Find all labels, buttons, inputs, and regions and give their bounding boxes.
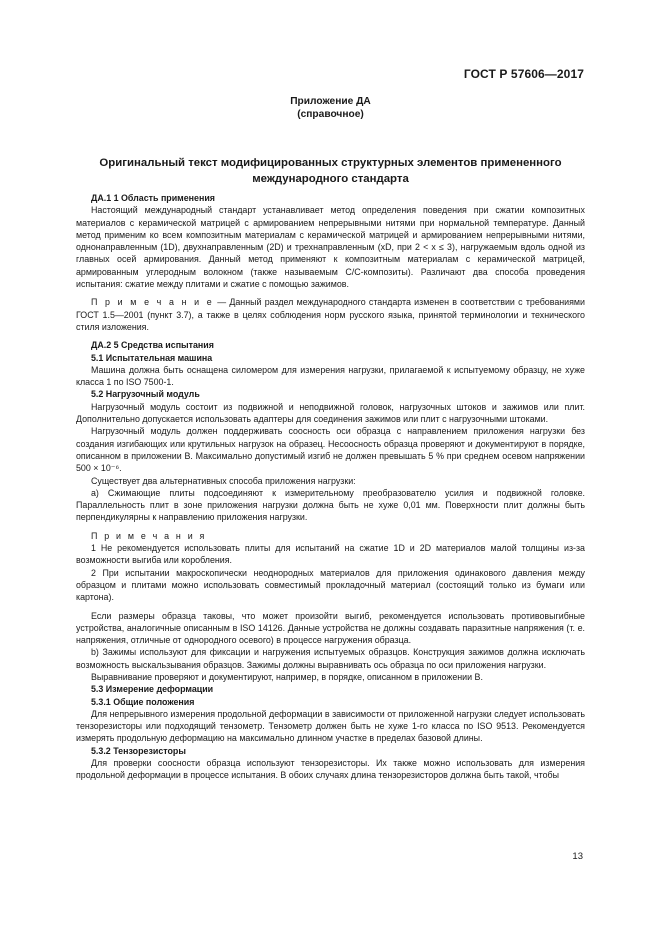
appendix-heading bbox=[0, 95, 661, 121]
notes-label-paragraph bbox=[76, 530, 585, 542]
paragraph: Существует два альтернативных способа приложения нагрузки: bbox=[91, 475, 356, 486]
paragraph: a) Сжимающие плиты подсоединяют к измерительному преобразователю усилия и подвижной головке. Параллельность плит в зоне приложения нагрузки должна быть не хуже 0,01 мм. Поверхности плит должны быть перпендикулярны к направлению приложения нагрузки. bbox=[76, 487, 585, 523]
paragraph: Нагрузочный модуль состоит из подвижной и неподвижной головок, нагрузочных штоков и зажимов или плит. Дополнительно допускается использовать адаптеры для соединения зажимов или плит с нагрузочными штоками. bbox=[76, 401, 585, 425]
paragraph: Если размеры образца таковы, что может произойти выгиб, рекомендуется использовать противовыгибные устройства, аналогичные описанным в ISO 14126. Данные устройства не должны создавать паразитные напряжения (т. е. напряжения, отличные от однородного осевого) в процессе нагружения образца. bbox=[76, 610, 585, 646]
subsection-heading: 5.3 Измерение деформации bbox=[91, 684, 214, 695]
subsection-heading: 5.3.1 Общие положения bbox=[91, 696, 195, 707]
paragraph: Настоящий международный стандарт устанавливает метод определения поведения при сжатии композитных материалов с керамической матрицей с армированием непрерывными нитями при нормальной температуре. Данный метод применим ко всем композитным материалам с керамической матрицей и армированием непрерывными нитями, однонаправленным (1D), двухнаправленным (2D) и трехнаправленным (xD, при 2 < x ≤ 3), нагружаемым вдоль одной из главных осей армирования. Данный метод применяют к композитным материалам с керамической матрицей, армированным углеродным волокном (также называемым C/C-композиты). Различают два способа проведения испытания: сжатие между плитами и сжатие с помощью зажимов. bbox=[76, 205, 585, 290]
subsection-heading: 5.1 Испытательная машина bbox=[91, 352, 213, 363]
paragraph: Для непрерывного измерения продольной деформации в зависимости от приложенной нагрузки следует использовать тензорезисторы или подходящий тензометр. Тензометр должен быть не хуже 1-го класса по ISO 9513. Рекомендуется измерять продольную деформацию на максимально длинном участке в пределах базовой длины. bbox=[76, 708, 585, 744]
paragraph: Для проверки соосности образца используют тензорезисторы. Их также можно использовать для измерения продольной деформации в процессе испытания. В обоих случаях длина тензорезисторов должна быть такой, чтобы bbox=[76, 758, 585, 781]
paragraph: Машина должна быть оснащена силомером для измерения нагрузки, прилагаемой к испытуемому образцу, не хуже класса 1 по ISO 7500-1. bbox=[76, 364, 585, 388]
subsection-heading: 5.3.2 Тензорезисторы bbox=[91, 745, 186, 756]
note-item: 2 При испытании макроскопически неоднородных материалов для приложения одинакового давления между образцом и плитами можно использовать совместимый прокладочный материал (состоящий только из бумаги или картона). bbox=[76, 567, 585, 603]
appendix-title: Приложение ДА bbox=[290, 96, 371, 107]
paragraph: Выравнивание проверяют и документируют, например, в порядке, описанном в приложении В. bbox=[91, 671, 483, 682]
paragraph: Нагрузочный модуль должен поддерживать соосность оси образца с направлением приложения нагрузки без создания изгибающих или крутильных нагрузок на образец. Несоосность образца проверяют и документируют в порядке, описанном в приложении В. Максимально допустимый изгиб не должен превышать 5 % при среднем осевом напряжении 500 × 10⁻⁶. bbox=[76, 426, 585, 474]
document-body bbox=[76, 192, 585, 782]
note-label: П р и м е ч а н и е bbox=[91, 297, 214, 308]
note-item: 1 Не рекомендуется использовать плиты для испытаний на сжатие 1D и 2D материалов малой толщины из-за возможности выгиба или коробления. bbox=[76, 543, 585, 566]
note-text: — Данный раздел международного стандарта изменен в соответствии с требованиями ГОСТ 1.5—2001 (пункт 3.7), а также в целях соблюдения норм русского языка, принятой терминологии и технического стиля изложения. bbox=[76, 297, 585, 332]
paragraph: b) Зажимы используют для фиксации и нагружения испытуемых образцов. Конструкция зажимов должна исключать возможность выскальзывания образцов. Зажимы должны выравнивать ось образца по оси приложения нагрузки. bbox=[76, 647, 585, 670]
subsection-heading: 5.2 Нагрузочный модуль bbox=[91, 389, 200, 400]
note-paragraph bbox=[76, 296, 585, 333]
section-heading: ДА.2 5 Средства испытания bbox=[91, 340, 214, 351]
appendix-subtitle: (справочное) bbox=[297, 109, 364, 120]
document-title: Оригинальный текст модифицированных структурных элементов примененного международного стандарта bbox=[99, 157, 562, 185]
standard-code: ГОСТ Р 57606—2017 bbox=[463, 67, 584, 81]
section-heading: ДА.1 1 Область применения bbox=[91, 193, 215, 203]
notes-label: П р и м е ч а н и я bbox=[91, 530, 207, 541]
page-number: 13 bbox=[572, 851, 583, 862]
